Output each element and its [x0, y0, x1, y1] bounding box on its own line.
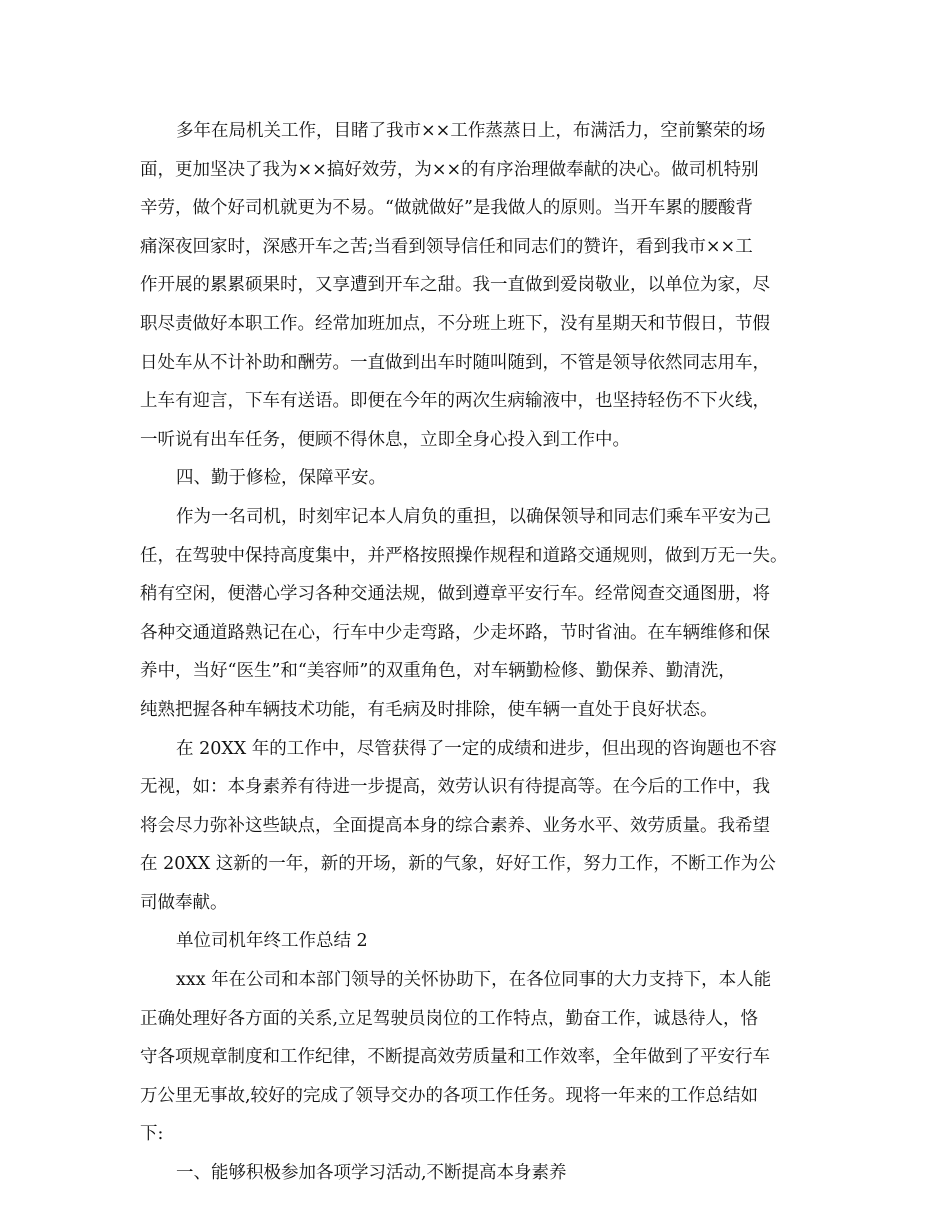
paragraph-1-line-8: 上车有迎言，下车有送语。即便在今年的两次生病输液中，也坚持轻伤不下火线， [140, 391, 770, 412]
paragraph-2-line-6: 纯熟把握各种车辆技术功能，有毛病及时排除，使车辆一直处于良好状态。 [140, 699, 718, 720]
section-heading-1: 一、能够积极参加各项学习活动,不断提高本身素养 [176, 1163, 567, 1184]
paragraph-3-line-2: 无视，如：本身素养有待进一步提高，效劳认识有待提高等。在今后的工作中，我 [140, 777, 770, 798]
paragraph-4-line-4: 万公里无事故,较好的完成了领导交办的各项工作任务。现将一年来的工作总结如 [140, 1085, 759, 1106]
paragraph-1-line-1: 多年在局机关工作，目睹了我市××工作蒸蒸日上，布满活力，空前繁荣的场 [176, 121, 766, 141]
paragraph-1-line-4: 痛深夜回家时，深感开车之苦;当看到领导信任和同志们的赞许，看到我市××工 [140, 236, 753, 257]
paragraph-3-line-1: 在 20XX 年的工作中，尽管获得了一定的成绩和进步，但出现的咨询题也不容 [176, 738, 777, 759]
paragraph-4-line-2: 正确处理好各方面的关系,立足驾驶员岗位的工作特点，勤奋工作，诚恳待人，恪 [140, 1008, 759, 1029]
paragraph-2-line-1: 作为一名司机，时刻牢记本人肩负的重担，以确保领导和同志们乘车平安为己 [176, 506, 771, 527]
paragraph-2-line-3: 稍有空闲，便潜心学习各种交通法规，做到遵章平安行车。经常阅查交通图册，将 [140, 584, 770, 605]
paragraph-1-line-3: 辛劳，做个好司机就更为不易。“做就做好”是我做人的原则。当开车累的腰酸背 [140, 198, 753, 219]
paragraph-4-line-3: 守各项规章制度和工作纪律，不断提高效劳质量和工作效率，全年做到了平安行车 [140, 1047, 770, 1068]
paragraph-2-line-4: 各种交通道路熟记在心，行车中少走弯路，少走坏路，节时省油。在车辆维修和保 [140, 622, 770, 643]
paragraph-1-line-7: 日处车从不计补助和酬劳。一直做到出车时随叫随到，不管是领导依然同志用车， [140, 352, 770, 373]
paragraph-1-line-5: 作开展的累累硕果时，又享遭到开车之甜。我一直做到爱岗敬业，以单位为家，尽 [140, 275, 770, 296]
paragraph-2-line-2: 任，在驾驶中保持高度集中，并严格按照操作规程和道路交通规则，做到万无一失。 [140, 545, 788, 566]
paragraph-4-line-5: 下: [140, 1124, 164, 1145]
paragraph-3-line-5: 司做奉献。 [140, 892, 228, 913]
paragraph-1-line-2: 面，更加坚决了我为××搞好效劳，为××的有序治理做奉献的决心。做司机特别 [140, 159, 759, 180]
paragraph-1-line-6: 职尽责做好本职工作。经常加班加点，不分班上班下，没有星期天和节假日，节假 [140, 313, 770, 334]
section-heading-4: 四、勤于修检，保障平安。 [176, 468, 386, 489]
document-subtitle: 单位司机年终工作总结 2 [176, 931, 368, 952]
paragraph-4-line-1: xxx 年在公司和本部门领导的关怀协助下，在各位同事的大力支持下，本人能 [176, 970, 772, 991]
paragraph-2-line-5: 养中，当好“医生”和“美容师”的双重角色，对车辆勤检修、勤保养、勤清洗， [140, 661, 736, 682]
paragraph-1-line-9: 一听说有出车任务，便顾不得休息，立即全身心投入到工作中。 [140, 429, 630, 450]
paragraph-3-line-4: 在 20XX 这新的一年，新的开场，新的气象，好好工作，努力工作，不断工作为公 [140, 854, 776, 875]
paragraph-3-line-3: 将会尽力弥补这些缺点，全面提高本身的综合素养、业务水平、效劳质量。我希望 [140, 815, 770, 836]
document-body [140, 112, 940, 1193]
